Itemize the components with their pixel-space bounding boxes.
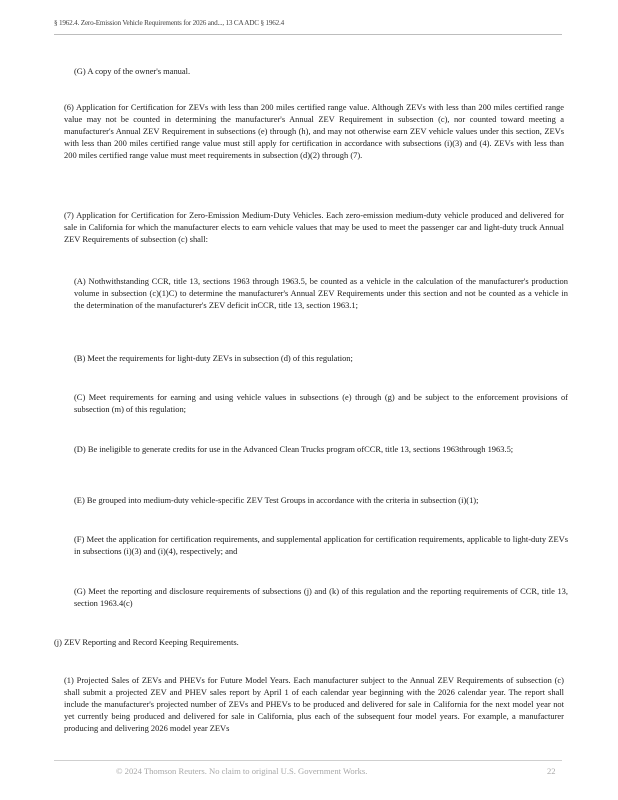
paragraph-e-test-groups: (E) Be grouped into medium-duty vehicle-specific ZEV Test Groups in accordance with the criteria in subsection (i)(1);: [74, 495, 479, 505]
paragraph-6-under-200-miles: (6) Application for Certification for ZEVs with less than 200 miles certified range value. Although ZEVs with less than 200 miles certified range value may not be counted in determining the manufacturer's Annual ZEV Requirement in subsection (c), nor counted toward meeting a manufacturer's Annual ZEV Requirement in subsections (e) through (h), and may not otherwise earn ZEV vehicle values under this section, ZEVs with less than 200 miles certified range value must still apply for certification in accordance with subsections (i)(3) and (4). ZEVs with less than 200 miles certified range value must meet requirements in subsection (d)(2) through (7).: [64, 102, 564, 160]
paragraph-g-owners-manual: (G) A copy of the owner's manual.: [74, 66, 191, 76]
header-divider: [54, 34, 562, 35]
running-header: § 1962.4. Zero-Emission Vehicle Requirements for 2026 and..., 13 CA ADC § 1962.4: [54, 19, 285, 27]
paragraph-a-production-volume: (A) Nothwithstanding CCR, title 13, sections 1963 through 1963.5, be counted as a vehicle in the calculation of the manufacturer's production volume in subsection (c)(1)C) to determine the manufacturer's Annual ZEV Requirements under this section and not be counted as a vehicle in the determination of the manufacturer's ZEV deficit inCCR, title 13, section 1963.1;: [74, 276, 568, 310]
paragraph-f-certification: (F) Meet the application for certification requirements, and supplemental application for certification requirements, applicable to light-duty ZEVs in subsections (i)(3) and (i)(4), respectively; and: [74, 534, 568, 556]
paragraph-d-act-credits: (D) Be ineligible to generate credits for use in the Advanced Clean Trucks program ofCCR, title 13, sections 1963through 1963.5;: [74, 444, 514, 454]
paragraph-g-reporting: (G) Meet the reporting and disclosure requirements of subsections (j) and (k) of this regulation and the reporting requirements of CCR, title 13, section 1963.4(c): [74, 586, 568, 608]
paragraph-b-light-duty-requirements: (B) Meet the requirements for light-duty ZEVs in subsection (d) of this regulation;: [74, 353, 353, 363]
section-j-heading: (j) ZEV Reporting and Record Keeping Requirements.: [54, 637, 239, 647]
footer-copyright: © 2024 Thomson Reuters. No claim to original U.S. Government Works.: [116, 766, 368, 776]
paragraph-c-vehicle-values: (C) Meet requirements for earning and using vehicle values in subsections (e) through (g) and be subject to the enforcement provisions of subsection (m) of this regulation;: [74, 392, 568, 414]
page-number: 22: [547, 766, 556, 776]
paragraph-7-medium-duty: (7) Application for Certification for Zero-Emission Medium-Duty Vehicles. Each zero-emission medium-duty vehicle produced and delivered for sale in California for which the manufacturer elects to earn vehicle values that may be used to meet the passenger car and light-duty truck Annual ZEV Requirements of subsection (c) shall:: [64, 210, 564, 244]
paragraph-1-projected-sales: (1) Projected Sales of ZEVs and PHEVs for Future Model Years. Each manufacturer subject to the Annual ZEV Requirements of subsection (c) shall submit a projected ZEV and PHEV sales report by April 1 of each calendar year beginning with the 2026 calendar year. The report shall include the manufacturer's projected number of ZEVs and PHEVs to be produced and delivered for sale in California for the next model year not yet currently being produced and delivered for sale in California, plus each of the subsequent four model years. For example, a manufacturer producing and delivering 2026 model year ZEVs: [64, 675, 564, 733]
footer-divider: [54, 760, 562, 761]
